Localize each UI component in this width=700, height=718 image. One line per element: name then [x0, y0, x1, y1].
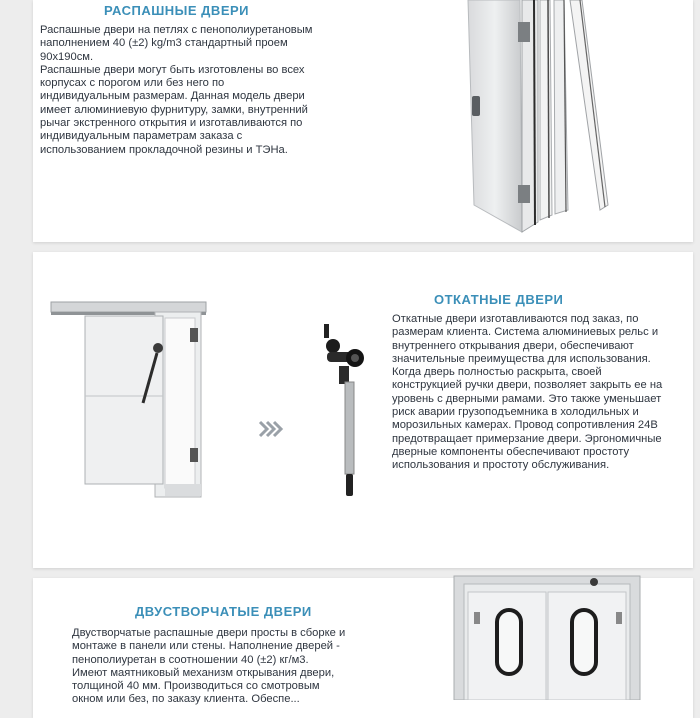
section-text-double: Двустворчатые распашные двери просты в сборке и монтаже в панели или стены. Наполнение дверей - пенополиуретан в соотношении 40 (±2) кг/м3. Имеют маятниковый механизм открывания двери, толщиной 40 мм. Производиться со смотровым окном или без, по заказу клиента. Обеспе...: [72, 627, 346, 706]
section-title-hinged: РАСПАШНЫЕ ДВЕРИ: [104, 3, 250, 18]
hinged-door-image: [460, 0, 620, 240]
double-door-image: [452, 574, 642, 700]
section-text-hinged: Распашные двери на петлях с пенополиуретановым наполнением 40 (±2) kg/m3 стандартный проем 90х190см. Распашные двери могут быть изготовлены во всех корпусах с порогом или без него по индивидуальным размерам. Данная модель двери имеет алюминиевую фурнитуру, замки, внутренний рычаг экстренного открытия и изготавливаются по индивидуальным параметрам заказа с использованием прокладочной резины и ТЭНа.: [40, 24, 313, 156]
section-title-double: ДВУСТВОРЧАТЫЕ ДВЕРИ: [135, 604, 312, 619]
section-title-sliding: ОТКАТНЫЕ ДВЕРИ: [434, 292, 564, 307]
door-handle-image: [315, 318, 375, 498]
sliding-door-image: [45, 298, 210, 503]
double-chevron-right-icon: [258, 420, 284, 438]
section-text-sliding: Откатные двери изготавливаются под заказ, по размерам клиента. Система алюминиевых рельс и внутреннего открывания двери, обеспечивают значительные преимущества для использования. Когда дверь полностью раскрыта, своей конструкцией ручки двери, позволяет закрыть ее на уровень с дверными рамами. Это также уменьшает риск аварии грузоподъемника в холодильных и морозильных камерах. Провод сопротивления 24В предотвращает примерзание двери. Эргономичные дверные компоненты обеспечивают простоту использования и простоту обслуживания.: [392, 313, 663, 472]
